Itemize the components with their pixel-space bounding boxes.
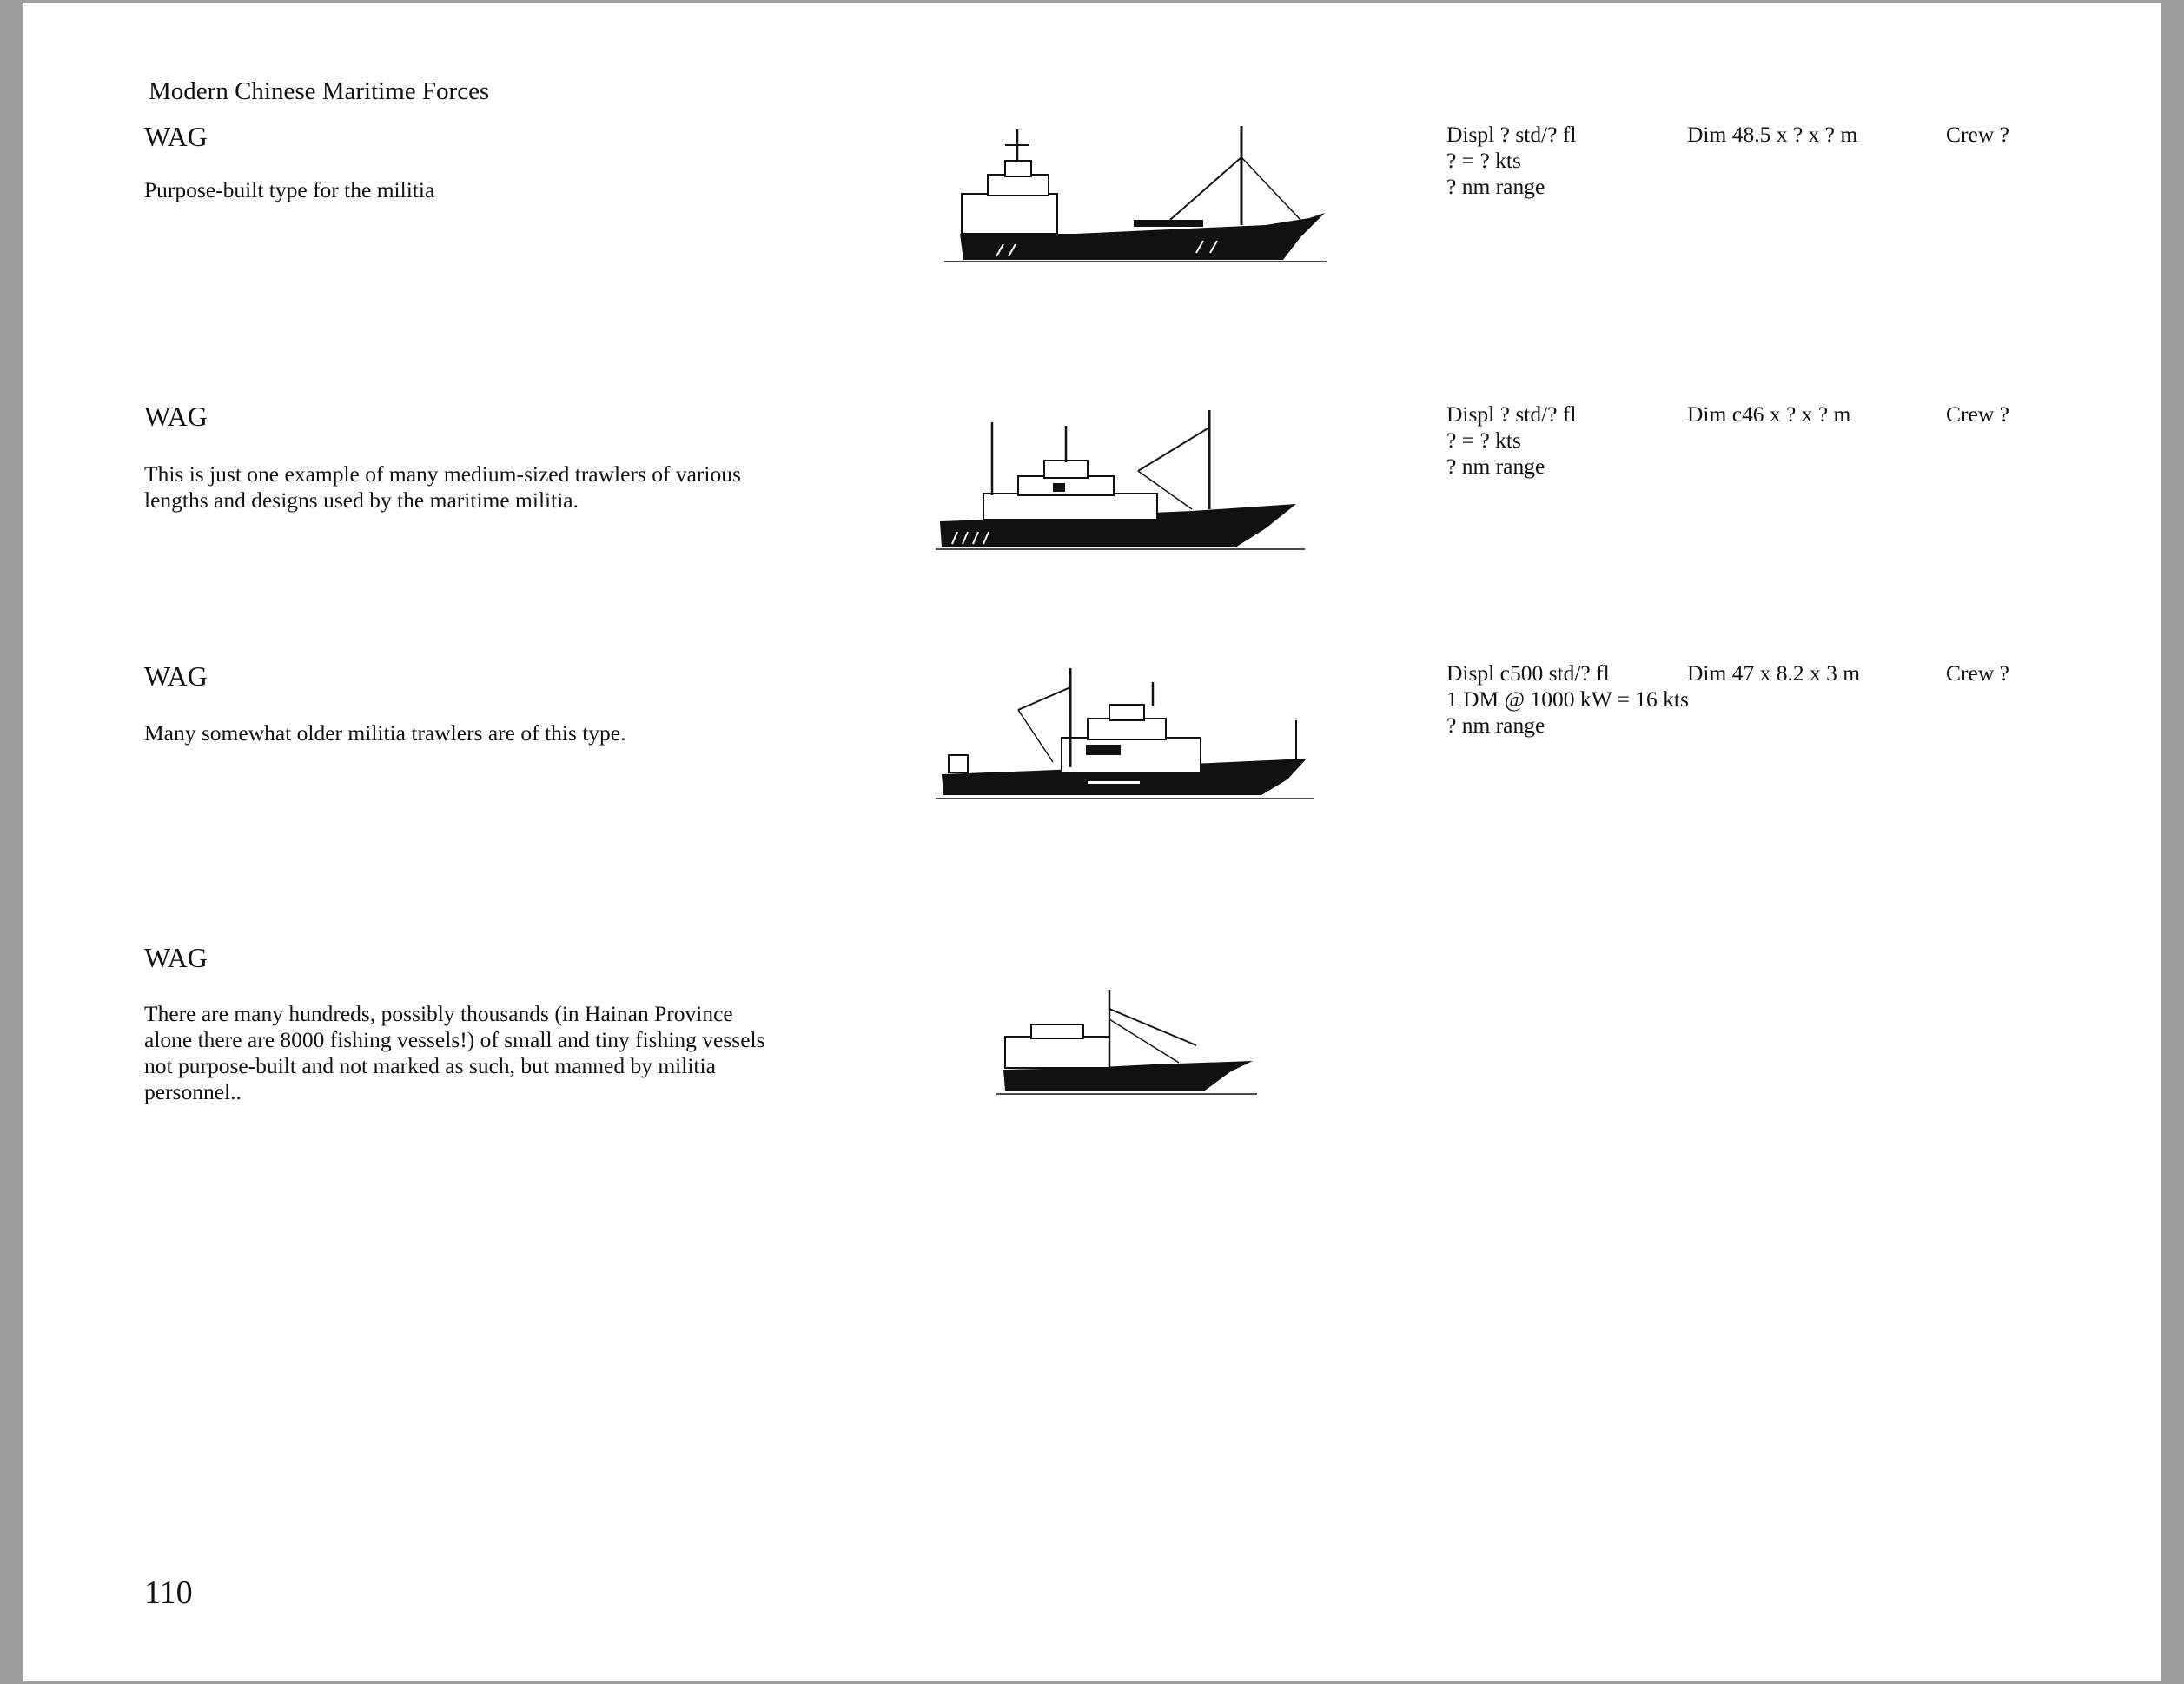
range: ? nm range bbox=[1446, 174, 1545, 199]
ship-illustration bbox=[931, 665, 1314, 804]
displacement-block bbox=[1446, 401, 1707, 480]
crew: Crew ? bbox=[1946, 122, 2009, 147]
entry-title: WAG bbox=[144, 401, 208, 432]
ship-illustration bbox=[936, 123, 1327, 266]
dimensions: Dim 47 x 8.2 x 3 m bbox=[1687, 660, 1861, 686]
crew: Crew ? bbox=[1946, 660, 2009, 686]
entry-title: WAG bbox=[144, 121, 208, 152]
entry-title: WAG bbox=[144, 660, 208, 692]
running-header: Modern Chinese Maritime Forces bbox=[149, 77, 490, 105]
range: ? nm range bbox=[1446, 713, 1545, 738]
entry-description: Purpose-built type for the militia bbox=[144, 177, 435, 202]
ship-illustration bbox=[931, 407, 1305, 554]
displacement-block bbox=[1446, 122, 1707, 200]
propulsion-speed: ? = ? kts bbox=[1446, 428, 1521, 453]
range: ? nm range bbox=[1446, 454, 1545, 479]
entry-description: This is just one example of many medium-sized trawlers of various lengths and designs used by the maritime militia. bbox=[144, 461, 741, 513]
displacement-block bbox=[1446, 660, 1707, 739]
ship-illustration bbox=[979, 985, 1257, 1097]
entry-description: There are many hundreds, possibly thousands (in Hainan Province alone there are 8000 fishing vessels!) of small and tiny fishing vessels not purpose-built and not marked as such, but manned by militia personnel.. bbox=[144, 1001, 765, 1104]
propulsion-speed: 1 DM @ 1000 kW = 16 kts bbox=[1446, 686, 1689, 712]
displacement: Displ c500 std/? fl bbox=[1446, 660, 1610, 686]
entry-description: Many somewhat older militia trawlers are of this type. bbox=[144, 720, 626, 746]
dimensions: Dim c46 x ? x ? m bbox=[1687, 401, 1851, 427]
dimensions: Dim 48.5 x ? x ? m bbox=[1687, 122, 1858, 147]
propulsion-speed: ? = ? kts bbox=[1446, 148, 1521, 173]
document-page bbox=[23, 3, 2161, 1681]
crew: Crew ? bbox=[1946, 401, 2009, 427]
entry-title: WAG bbox=[144, 942, 208, 973]
displacement: Displ ? std/? fl bbox=[1446, 122, 1577, 147]
page-number: 110 bbox=[144, 1575, 193, 1611]
displacement: Displ ? std/? fl bbox=[1446, 401, 1577, 427]
